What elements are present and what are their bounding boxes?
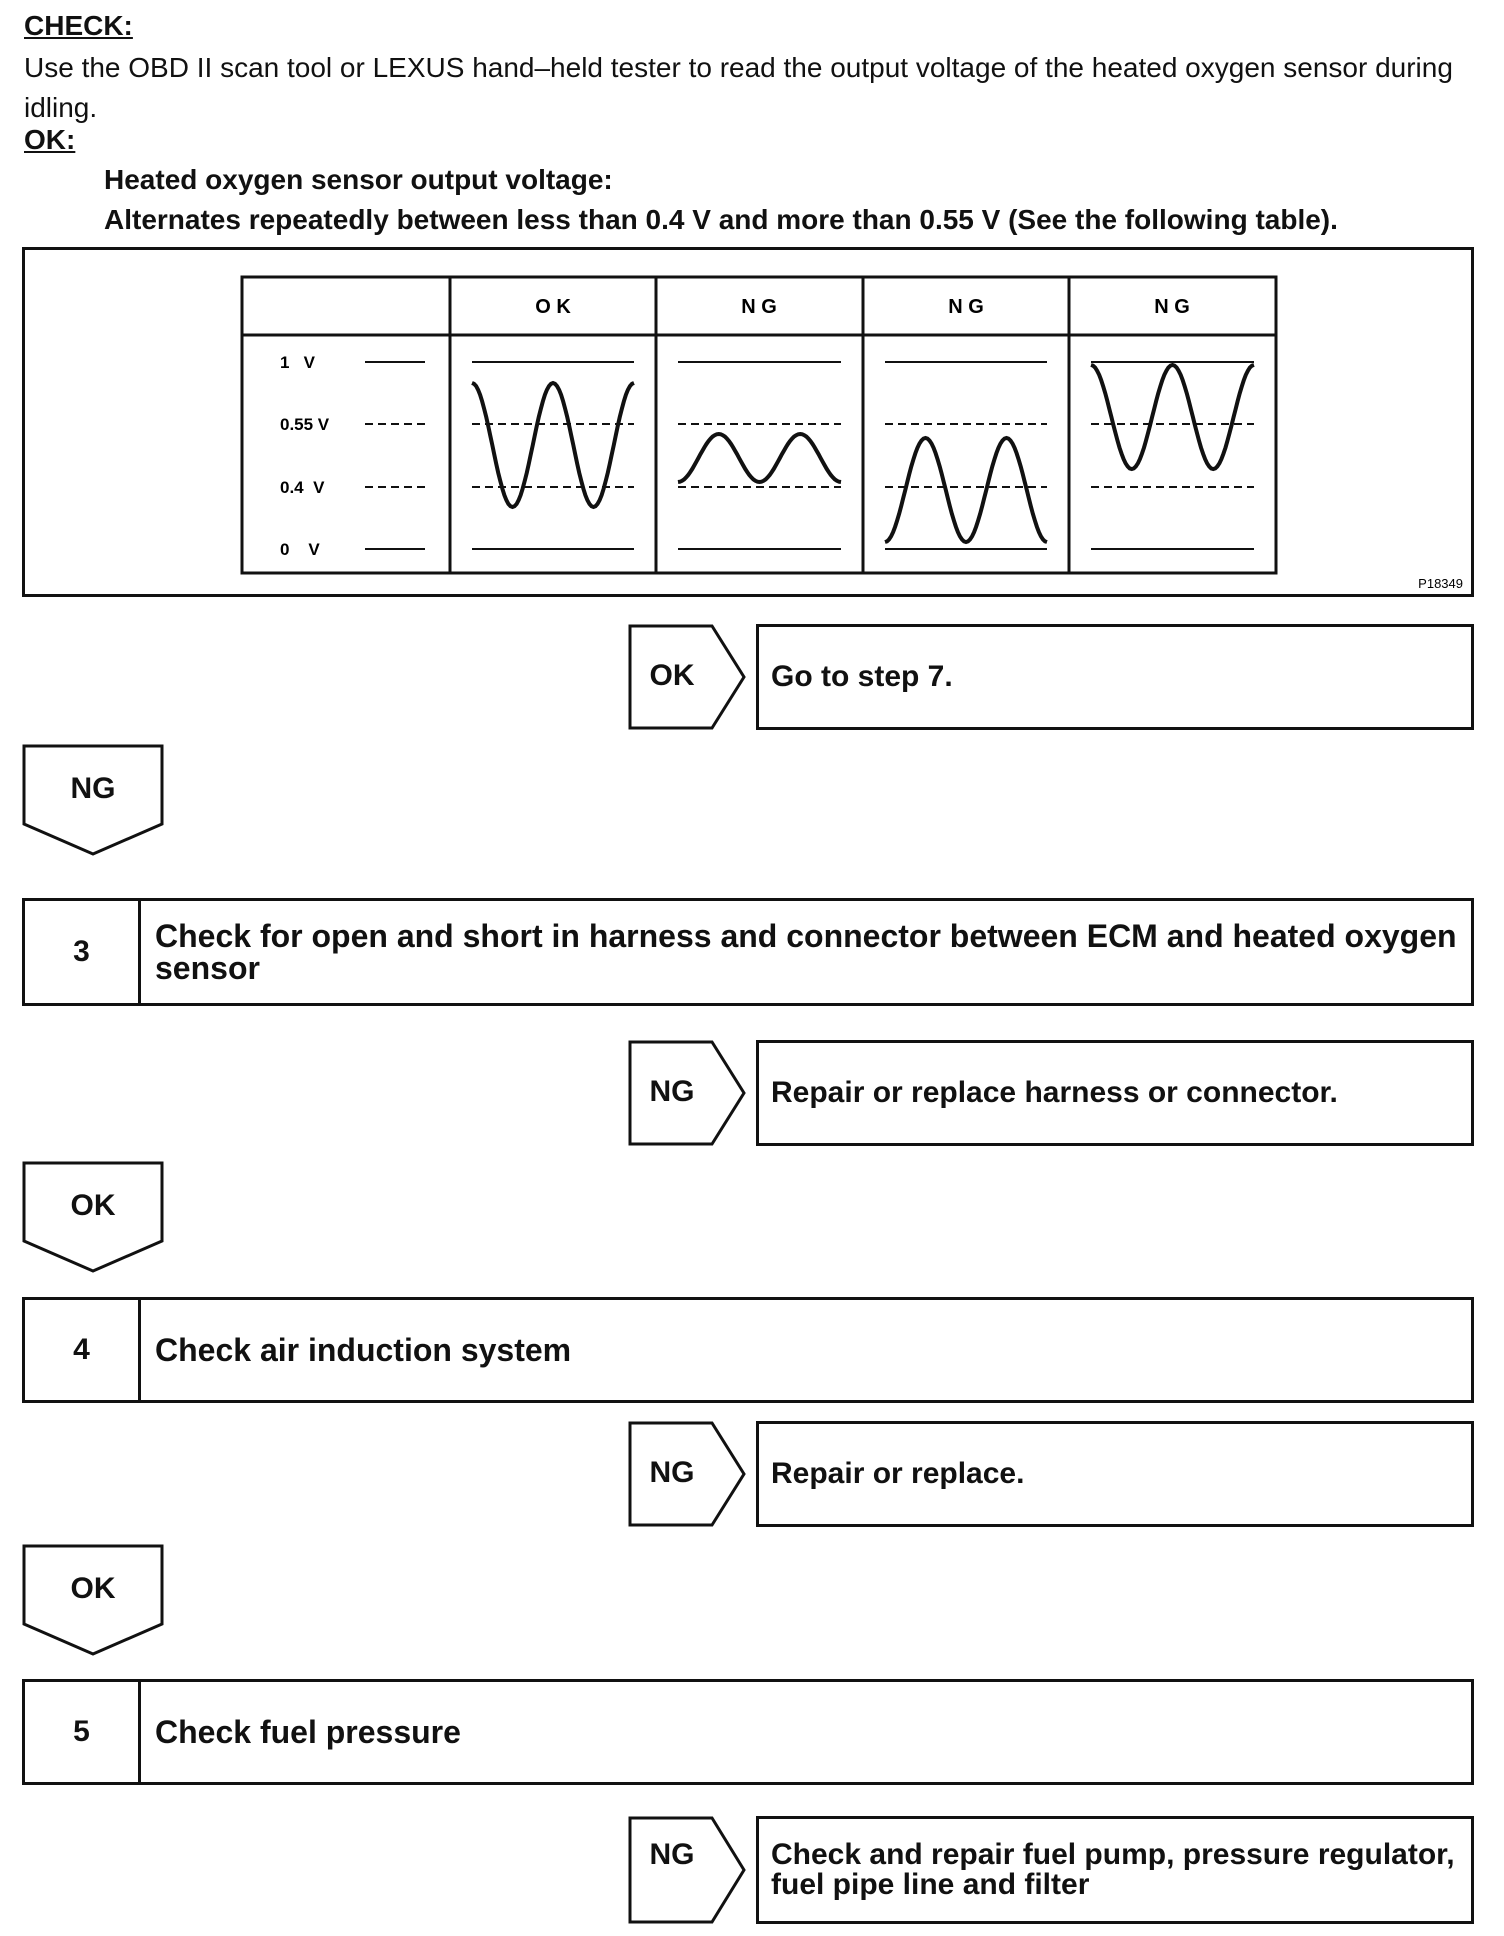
tag-label: NG	[649, 1838, 695, 1871]
voltage-waveform	[472, 383, 634, 507]
tag-label: NG	[649, 1075, 695, 1108]
voltage-waveform	[885, 438, 1047, 542]
column-header-ng: N G	[948, 296, 984, 318]
spec-line-1: Heated oxygen sensor output voltage:	[104, 164, 613, 195]
spec-line-2: Alternates repeatedly between less than 0.4 V and more than 0.55 V (See the following table).	[104, 204, 1338, 235]
step-title: Check fuel pressure	[155, 1714, 461, 1750]
voltage-waveform	[1091, 365, 1254, 469]
column-header-ng: N G	[1154, 296, 1190, 318]
tag-label: NG	[70, 772, 116, 805]
step-title: Check for open and short in harness and connector between ECM and heated oxygen sensor	[155, 918, 1457, 986]
voltage-label-1v: 1 V	[280, 353, 315, 372]
tag-label: OK	[649, 659, 695, 692]
voltage-label-055v: 0.55 V	[280, 415, 330, 434]
check-instructions: Use the OBD II scan tool or LEXUS hand–held tester to read the output voltage of the heated oxygen sensor during idling.	[24, 52, 1453, 123]
tag-label: OK	[70, 1189, 116, 1222]
ng-down-tag	[22, 744, 164, 856]
voltage-waveform-figure	[22, 247, 1474, 597]
ng-result-tag	[628, 1421, 748, 1527]
ok-result-tag	[628, 624, 748, 730]
step-number: 4	[25, 1300, 141, 1400]
result-check-fuel-pump: Check and repair fuel pump, pressure regulator, fuel pipe line and filter	[756, 1816, 1474, 1924]
result-repair-harness: Repair or replace harness or connector.	[756, 1040, 1474, 1146]
figure-code: P18349	[1418, 576, 1463, 591]
step-title: Check air induction system	[155, 1332, 572, 1368]
tag-label: OK	[70, 1572, 116, 1605]
voltage-label-04v: 0.4 V	[280, 478, 325, 497]
result-go-to-step-7: Go to step 7.	[756, 624, 1474, 730]
step-4-box	[22, 1297, 1474, 1403]
step-number: 5	[25, 1682, 141, 1782]
ng-result-tag	[628, 1816, 748, 1924]
step-number: 3	[25, 901, 141, 1003]
check-heading: CHECK:	[24, 10, 133, 41]
ok-down-tag	[22, 1544, 164, 1656]
ng-result-tag	[628, 1040, 748, 1146]
ok-heading: OK:	[24, 124, 76, 155]
step-5-box	[22, 1679, 1474, 1785]
step-3-box	[22, 898, 1474, 1006]
voltage-waveform	[678, 434, 841, 482]
voltage-label-0v: 0 V	[280, 540, 320, 559]
tag-label: NG	[649, 1456, 695, 1489]
waveform-table-svg	[25, 250, 1471, 594]
result-repair-or-replace: Repair or replace.	[756, 1421, 1474, 1527]
column-header-ng: N G	[741, 296, 777, 318]
column-header-ok: O K	[535, 296, 571, 318]
ok-down-tag	[22, 1161, 164, 1273]
